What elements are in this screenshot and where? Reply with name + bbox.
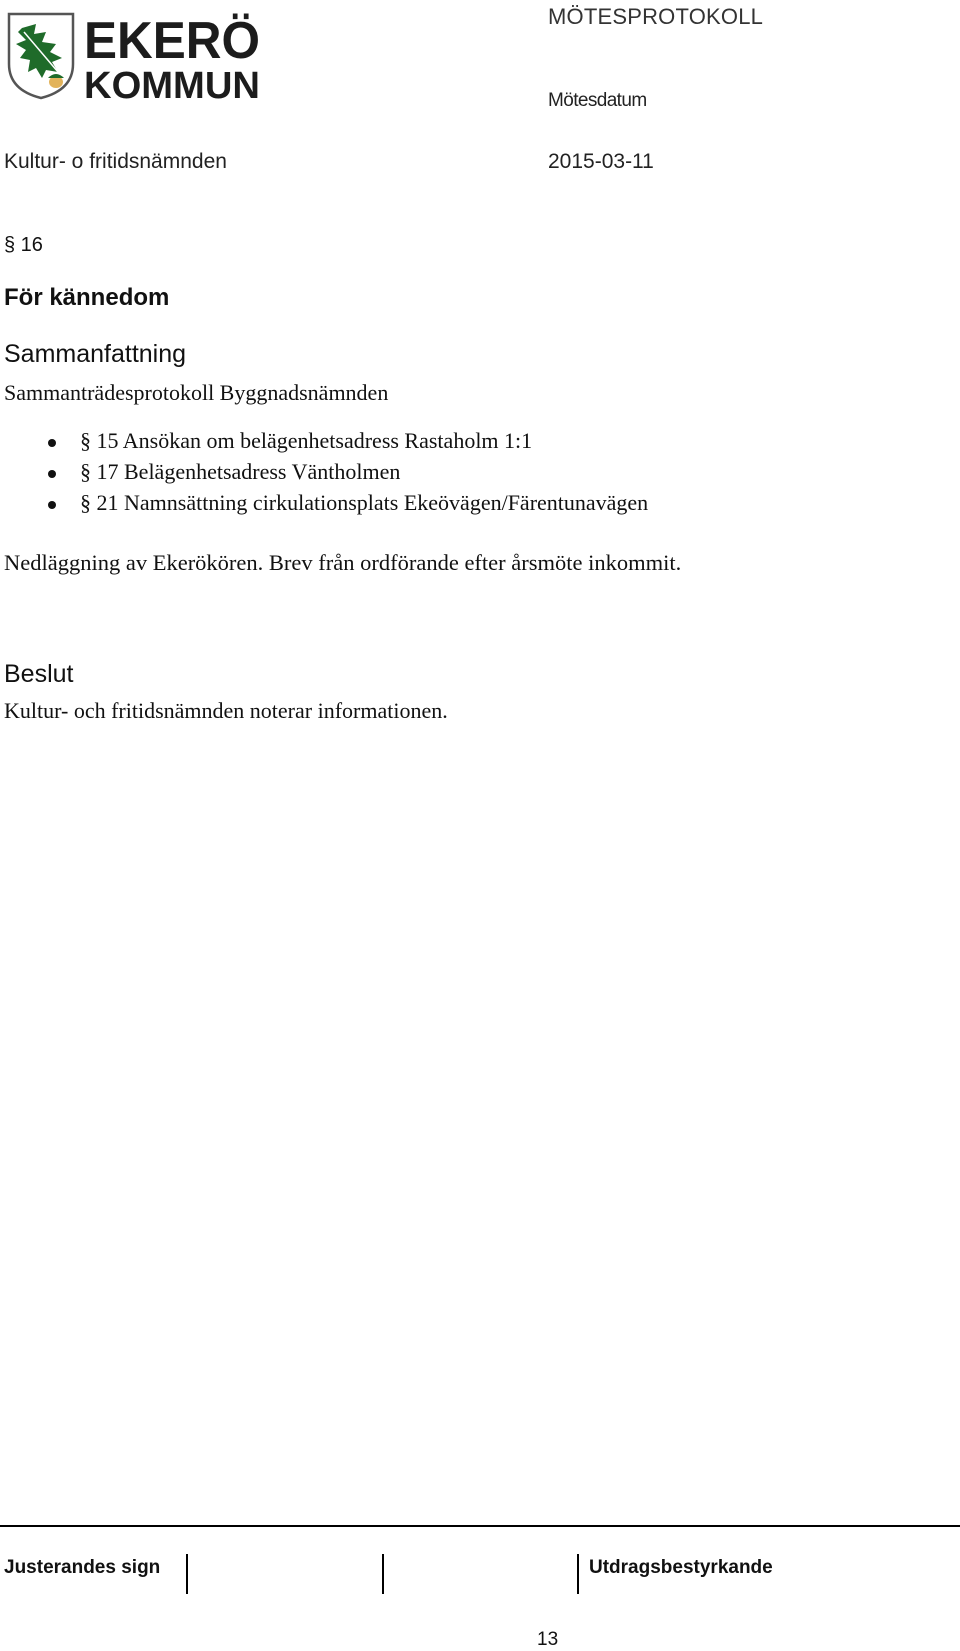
list-item: § 15 Ansökan om belägenhetsadress Rastaholm 1:1 (0, 428, 648, 459)
summary-heading: Sammanfattning (4, 340, 187, 368)
item-heading: För kännedom (4, 284, 170, 311)
bullet-icon (48, 501, 56, 509)
document-type: MÖTESPROTOKOLL (548, 4, 764, 29)
footer-column-divider (186, 1554, 188, 1594)
list-item: § 21 Namnsättning cirkulationsplats Ekeövägen/Färentunavägen (0, 490, 648, 521)
list-item: § 17 Belägenhetsadress Väntholmen (0, 459, 648, 490)
summary-bullet-list (0, 428, 648, 521)
committee-name: Kultur- o fritidsnämnden (4, 150, 227, 173)
footer-column-divider (577, 1554, 579, 1594)
svg-text:KOMMUN: KOMMUN (84, 65, 260, 102)
summary-text: Sammanträdesprotokoll Byggnadsnämnden (4, 380, 389, 405)
decision-text: Kultur- och fritidsnämnden noterar informationen. (4, 698, 448, 723)
ekero-kommun-logo (6, 6, 268, 102)
bullet-icon (48, 470, 56, 478)
certification-label: Utdragsbestyrkande (589, 1557, 773, 1578)
page-number: 13 (537, 1629, 559, 1650)
footer-divider (0, 1525, 960, 1527)
decision-heading: Beslut (4, 660, 74, 688)
meeting-date-label: Mötesdatum (548, 90, 647, 111)
signature-label: Justerandes sign (4, 1557, 161, 1578)
paragraph-number: § 16 (4, 234, 43, 256)
logo-graphic (6, 6, 268, 102)
information-text: Nedläggning av Ekerökören. Brev från ordförande efter årsmöte inkommit. (4, 550, 682, 575)
svg-text:EKERÖ: EKERÖ (84, 12, 260, 70)
footer-column-divider (382, 1554, 384, 1594)
bullet-icon (48, 439, 56, 447)
meeting-date: 2015-03-11 (548, 150, 654, 173)
